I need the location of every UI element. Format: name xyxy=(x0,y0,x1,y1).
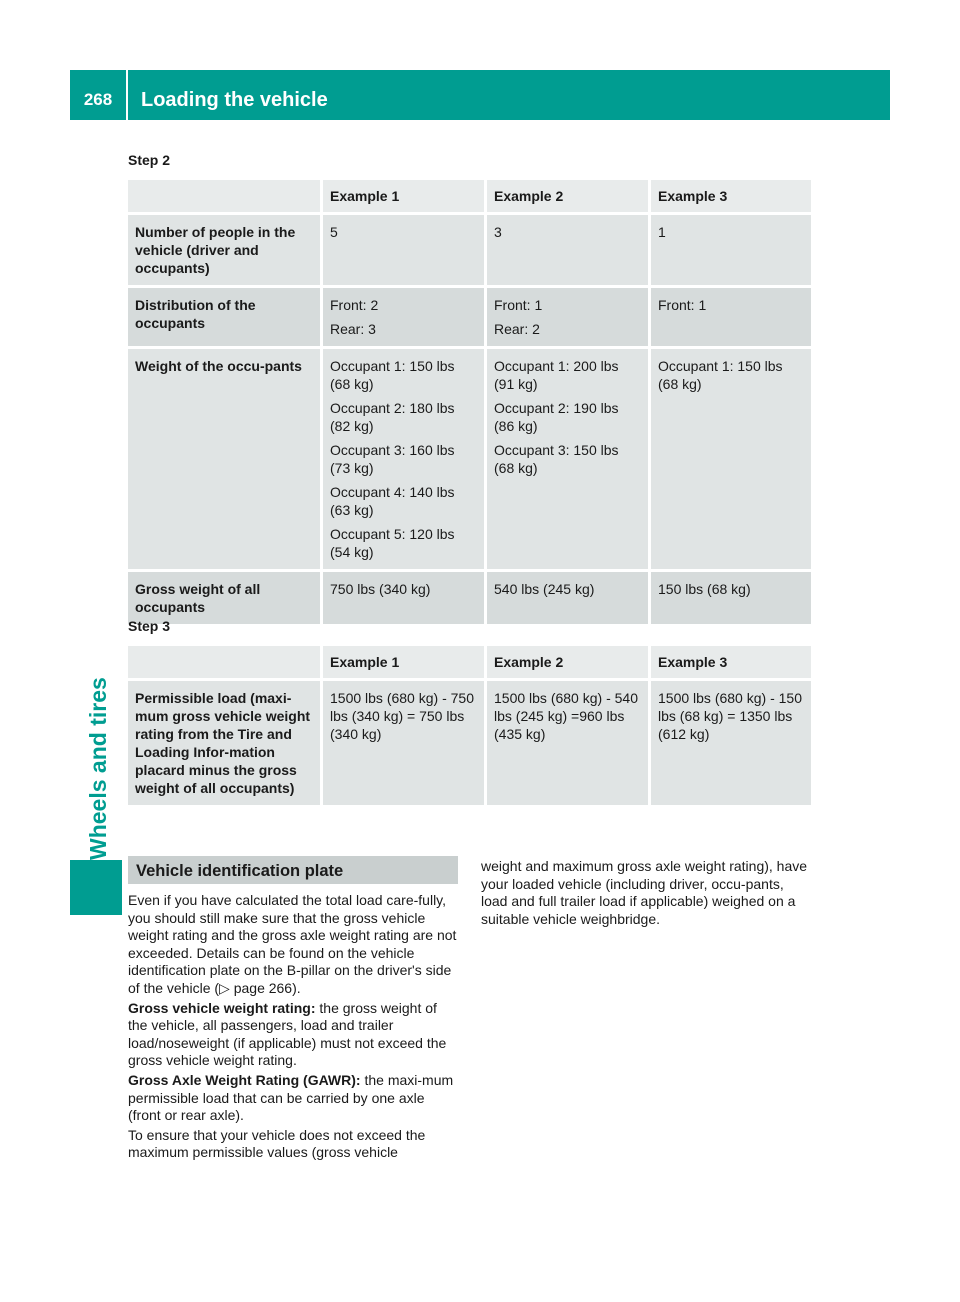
page-number: 268 xyxy=(83,90,113,109)
step3-title: Step 3 xyxy=(128,618,171,634)
cell-value: 750 lbs (340 kg) xyxy=(330,581,431,597)
cell-value: 150 lbs (68 kg) xyxy=(658,581,751,597)
cell-ex1 xyxy=(320,349,484,572)
cell-value: Occupant 1: 200 lbs (91 kg) xyxy=(494,358,619,392)
step2-table xyxy=(128,180,811,627)
cell-value: Front: 1 xyxy=(494,297,543,313)
table-row xyxy=(128,681,811,808)
left-column xyxy=(128,856,458,1164)
cell-value: Occupant 3: 160 lbs (73 kg) xyxy=(330,442,455,476)
cell-ex1 xyxy=(320,215,484,288)
cell-ex2 xyxy=(484,349,648,572)
gawr-paragraph xyxy=(128,1072,458,1125)
cell-value: Occupant 3: 150 lbs (68 kg) xyxy=(494,442,619,476)
cell-ex2 xyxy=(484,215,648,288)
right-column xyxy=(481,858,811,930)
cell-value: 3 xyxy=(494,224,502,240)
row-label: Weight of the occu-pants xyxy=(128,349,320,572)
cell-value: 540 lbs (245 kg) xyxy=(494,581,595,597)
gvwr-paragraph xyxy=(128,1000,458,1070)
cell-ex3 xyxy=(648,288,811,349)
header-cell-example-3: Example 3 xyxy=(648,180,811,215)
cell-value: 1500 lbs (680 kg) - 150 lbs (68 kg) = 1350 lbs (612 kg) xyxy=(658,690,802,742)
side-tab-block xyxy=(70,860,122,915)
intro-paragraph xyxy=(128,892,458,998)
cell-ex3 xyxy=(648,681,811,808)
table-row xyxy=(128,572,811,627)
ensure-paragraph-end: weight and maximum gross axle weight rating), have your loaded vehicle (including driver, occu-pants, load and full trailer load if applicable) weighed on a suitable vehicle weighbridge. xyxy=(481,858,808,927)
step2-title: Step 2 xyxy=(128,152,171,168)
cell-value: Occupant 4: 140 lbs (63 kg) xyxy=(330,484,455,518)
gvwr-text: the gross weight of the vehicle, all passengers, load and trailer load/noseweight (if applicable) must not exceed the gross vehicle weight rating. xyxy=(128,999,447,1069)
section-heading: Vehicle identification plate xyxy=(128,856,458,884)
cell-value: Occupant 1: 150 lbs (68 kg) xyxy=(658,358,783,392)
header-cell-example-3: Example 3 xyxy=(648,646,811,681)
ensure-paragraph-start: To ensure that your vehicle does not exceed the maximum permissible values (gross vehicle xyxy=(128,1126,426,1161)
cell-ex2 xyxy=(484,288,648,349)
cell-value: 1500 lbs (680 kg) - 750 lbs (340 kg) = 750 lbs (340 kg) xyxy=(330,690,474,742)
cell-value: 5 xyxy=(330,224,338,240)
header-cell-example-2: Example 2 xyxy=(484,646,648,681)
page-title: Loading the vehicle xyxy=(141,89,328,111)
row-label: Permissible load (maxi-mum gross vehicle weight rating from the Tire and Loading Infor-mation placard minus the gross weight of all occupants) xyxy=(128,681,320,808)
header-cell-blank xyxy=(128,180,320,215)
header-cell-blank xyxy=(128,646,320,681)
header-cell-example-1: Example 1 xyxy=(320,180,484,215)
cell-value: 1500 lbs (680 kg) - 540 lbs (245 kg) =960 lbs (435 kg) xyxy=(494,690,638,742)
cell-value: Occupant 5: 120 lbs (54 kg) xyxy=(330,526,455,560)
row-label: Gross weight of all occupants xyxy=(128,572,320,627)
row-label: Distribution of the occupants xyxy=(128,288,320,349)
row-label: Number of people in the vehicle (driver and occupants) xyxy=(128,215,320,288)
cell-value: 1 xyxy=(658,224,666,240)
table-row xyxy=(128,288,811,349)
intro-text: Even if you have calculated the total load care-fully, you should still make sure that the gross vehicle weight rating and the gross axle weight rating are not exceeded. Details can be found on the vehicle identification plate on the B-pillar on the driver's side of the vehicle (▷ page 266). xyxy=(128,892,457,996)
cell-value: Rear: 3 xyxy=(330,321,376,337)
cell-ex1 xyxy=(320,681,484,808)
table-row xyxy=(128,215,811,288)
cell-value: Front: 2 xyxy=(330,297,379,313)
cell-value: Front: 1 xyxy=(658,297,707,313)
cell-ex2 xyxy=(484,681,648,808)
cell-ex1 xyxy=(320,288,484,349)
gawr-text: the maxi-mum permissible load that can be carried by one axle (front or rear axle). xyxy=(128,1071,454,1124)
cell-ex3 xyxy=(648,572,811,627)
cell-value: Occupant 2: 190 lbs (86 kg) xyxy=(494,400,619,434)
table-header-row xyxy=(128,646,811,681)
gvwr-term: Gross vehicle weight rating: xyxy=(128,999,316,1016)
header-cell-example-2: Example 2 xyxy=(484,180,648,215)
cell-value: Rear: 2 xyxy=(494,321,540,337)
cell-value: Occupant 1: 150 lbs (68 kg) xyxy=(330,358,455,392)
gawr-term: Gross Axle Weight Rating (GAWR): xyxy=(128,1071,361,1088)
step3-table xyxy=(128,646,811,808)
cell-value: Occupant 2: 180 lbs (82 kg) xyxy=(330,400,455,434)
side-tab-label: Wheels and tires xyxy=(85,677,111,860)
header-cell-example-1: Example 1 xyxy=(320,646,484,681)
cell-ex3 xyxy=(648,215,811,288)
cell-ex2 xyxy=(484,572,648,627)
cell-ex1 xyxy=(320,572,484,627)
header-divider xyxy=(126,70,128,120)
table-header-row xyxy=(128,180,811,215)
table-row xyxy=(128,349,811,572)
cell-ex3 xyxy=(648,349,811,572)
